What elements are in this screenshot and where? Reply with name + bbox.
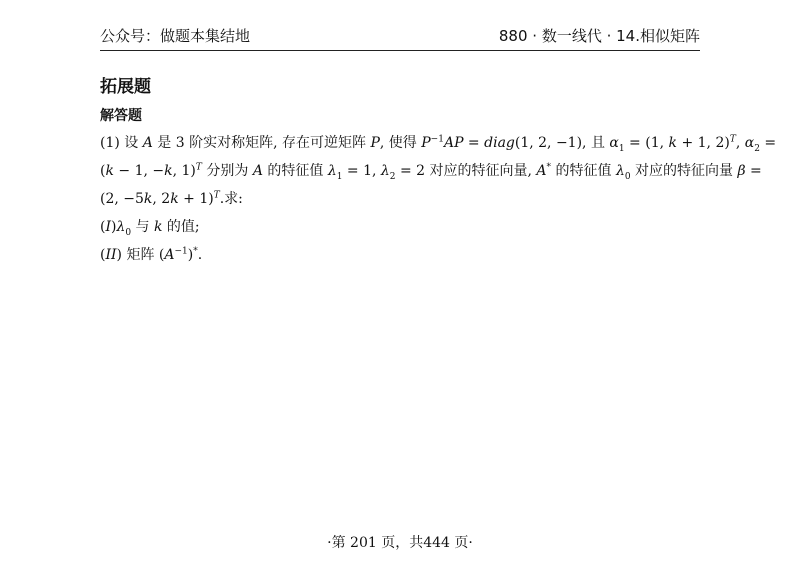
- text: (1, 2, −1), 且: [514, 135, 610, 151]
- math-var: k: [153, 219, 163, 235]
- superscript: T: [195, 162, 202, 173]
- text: (: [100, 163, 106, 179]
- text: ,: [735, 135, 745, 151]
- math-var: λ: [327, 163, 337, 179]
- math-var: A: [142, 135, 153, 151]
- subscript: 2: [754, 143, 760, 154]
- text: (: [100, 247, 106, 263]
- math-var: P: [421, 135, 431, 151]
- math-var: A: [252, 163, 263, 179]
- text: 与: [131, 219, 154, 235]
- text: 的值;: [162, 219, 200, 235]
- header-source: 公众号：做题本集结地: [100, 27, 251, 45]
- math-var: P: [370, 135, 380, 151]
- text: 是 3 阶实对称矩阵, 存在可逆矩阵: [152, 135, 371, 151]
- roman-numeral: II: [105, 247, 117, 263]
- subscript: 2: [389, 171, 396, 182]
- math-var: α: [609, 135, 619, 151]
- text: ): [187, 247, 194, 263]
- header-chapter: 880 · 数一线代 · 14.相似矩阵: [498, 27, 700, 45]
- text: , 2: [152, 191, 171, 207]
- text: = (1,: [624, 135, 669, 151]
- text: = 2 对应的特征向量,: [395, 163, 537, 179]
- math-var: λ: [615, 163, 625, 179]
- text: 的特征值: [262, 163, 328, 179]
- roman-numeral: I: [105, 219, 111, 235]
- text: =: [759, 135, 777, 151]
- text: (: [100, 219, 106, 235]
- subsection-title: 解答题: [100, 108, 142, 124]
- math-var: λ: [380, 163, 390, 179]
- text: =: [463, 135, 485, 151]
- text: .: [197, 247, 203, 263]
- math-var: β: [737, 163, 746, 179]
- text: 的特征值: [551, 163, 616, 179]
- superscript: T: [729, 134, 736, 145]
- subscript: 1: [618, 143, 625, 154]
- text: (1) 设: [100, 135, 143, 151]
- page-number: ·第 201 页，共444 页·: [327, 535, 473, 551]
- math-var: α: [744, 135, 755, 151]
- text: ) 矩阵 (: [116, 247, 165, 263]
- text: = 1,: [342, 163, 381, 179]
- math-var: k: [164, 163, 173, 179]
- question-2: [100, 241, 700, 269]
- superscript: *: [193, 246, 198, 257]
- subscript: 0: [125, 227, 132, 238]
- text: 分别为: [201, 163, 253, 179]
- problem-line-2: [100, 157, 762, 185]
- math-var: A: [536, 163, 547, 179]
- math-var: k: [170, 191, 179, 207]
- text: − 1, −: [113, 163, 165, 179]
- superscript: −1: [174, 246, 188, 257]
- math-var: λ: [116, 219, 126, 235]
- text: =: [745, 163, 762, 179]
- math-var: k: [143, 191, 153, 207]
- problem-line-1: [100, 129, 777, 157]
- subscript: 0: [624, 171, 631, 182]
- page-header: [100, 20, 700, 51]
- text: + 1): [178, 191, 214, 207]
- math-var: A: [164, 247, 175, 263]
- text: , 1): [172, 163, 196, 179]
- question-1: [100, 213, 700, 241]
- problem-line-3: [100, 185, 700, 213]
- superscript: −1: [430, 134, 444, 145]
- text: , 使得: [379, 135, 422, 151]
- superscript: T: [213, 190, 220, 201]
- math-var: AP: [443, 135, 464, 151]
- page-content: [100, 72, 777, 269]
- superscript: *: [546, 162, 552, 173]
- subscript: 1: [336, 171, 343, 182]
- text: 对应的特征向量: [630, 163, 738, 179]
- section-title: 拓展题: [100, 77, 151, 97]
- math-func: diag: [484, 135, 515, 151]
- text: (2, −5: [100, 191, 144, 207]
- text: + 1, 2): [677, 135, 730, 151]
- math-var: k: [668, 135, 677, 151]
- math-var: k: [105, 163, 114, 179]
- text: .求:: [219, 191, 243, 207]
- text: ): [111, 219, 117, 235]
